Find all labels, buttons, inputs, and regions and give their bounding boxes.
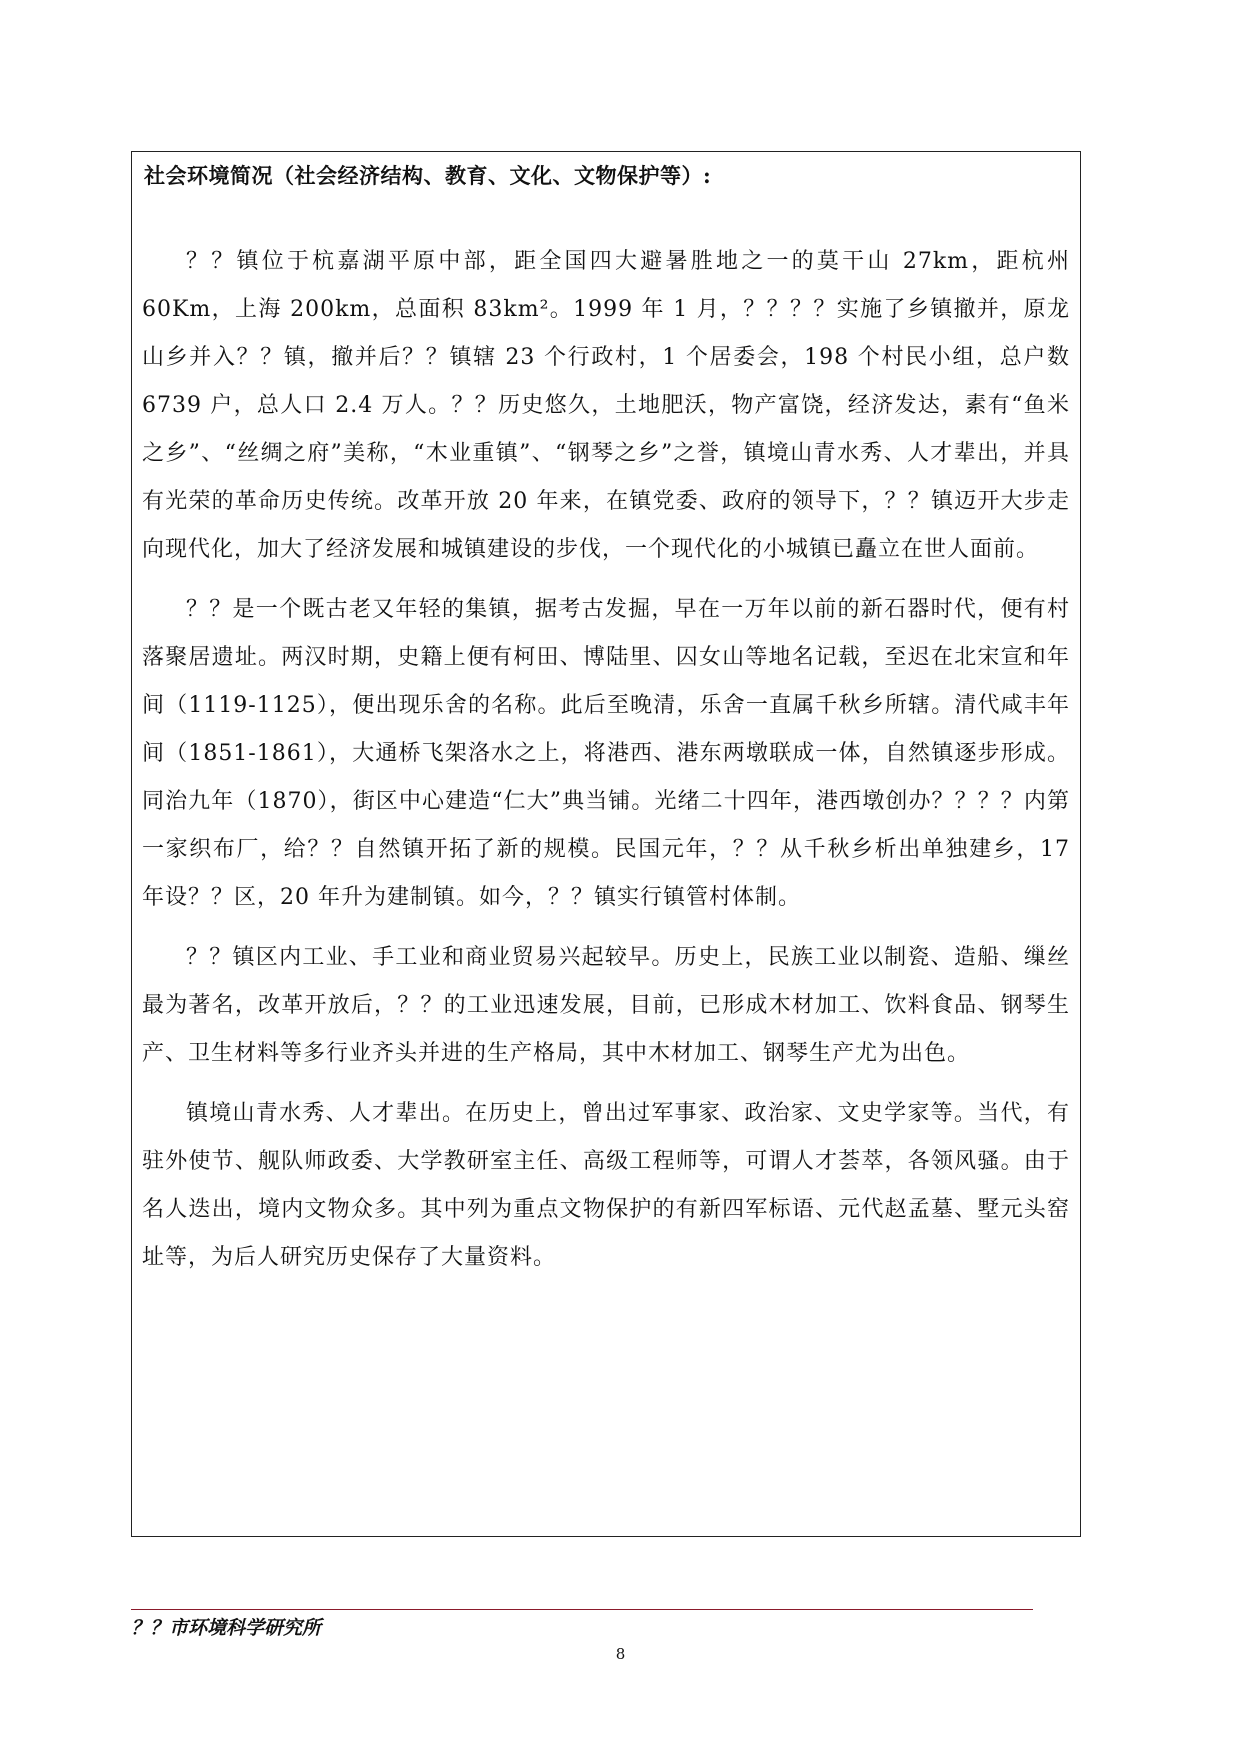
content-box (131, 151, 1081, 1537)
section-heading: 社会环境简况（社会经济结构、教育、文化、文物保护等）: (144, 163, 712, 188)
paragraph-industry: ？？镇区内工业、手工业和商业贸易兴起较早。历史上，民族工业以制瓷、造船、缫丝最为著名，改革开放后，？？的工业迅速发展，目前，已形成木材加工、饮料食品、钢琴生产、卫生材料等多行业齐头并进的生产格局，其中木材加工、钢琴生产尤为出色。 (142, 945, 1070, 1066)
footer-organization: ？？市环境科学研究所 (131, 1617, 322, 1639)
paragraph-history: ？？是一个既古老又年轻的集镇，据考古发掘，早在一万年以前的新石器时代，便有村落聚居遗址。两汉时期，史籍上便有柯田、博陆里、囚女山等地名记载，至迟在北宋宣和年间（1119-1125），便出现乐舍的名称。此后至晚清，乐舍一直属千秋乡所辖。清代咸丰年间（1851-1861），大通桥飞架洛水之上，将港西、港东两墩联成一体，自然镇逐步形成。同治九年（1870），街区中心建造“仁大”典当铺。光绪二十四年，港西墩创办？？？？内第一家织布厂，给？？自然镇开拓了新的规模。民国元年，？？从千秋乡析出单独建乡，17 年设？？区，20 年升为建制镇。如今，？？镇实行镇管村体制。 (142, 597, 1070, 910)
paragraph-overview: ？？镇位于杭嘉湖平原中部，距全国四大避暑胜地之一的莫干山 27km，距杭州 60Km，上海 200km，总面积 83km²。1999 年 1 月，？？？？实施了乡镇撤并，原龙山乡并入？？镇，撤并后？？镇辖 23 个行政村，1 个居委会，198 个村民小组，总户数 6739 户，总人口 2.4 万人。？？历史悠久，土地肥沃，物产富饶，经济发达，素有“鱼米之乡”、“丝绸之府”美称，“木业重镇”、“钢琴之乡”之誉，镇境山青水秀、人才辈出，并具有光荣的革命历史传统。改革开放 20 年来，在镇党委、政府的领导下，？？镇迈开大步走向现代化，加大了经济发展和城镇建设的步伐，一个现代化的小城镇已矗立在世人面前。 (142, 249, 1070, 562)
footer-rule (131, 1609, 1033, 1610)
body-text (142, 238, 1070, 1294)
page-number: 8 (615, 1645, 626, 1663)
paragraph-culture: 镇境山青水秀、人才辈出。在历史上，曾出过军事家、政治家、文史学家等。当代，有驻外使节、舰队师政委、大学教研室主任、高级工程师等，可谓人才荟萃，各领风骚。由于名人迭出，境内文物众多。其中列为重点文物保护的有新四军标语、元代赵孟墓、墅元头窑址等，为后人研究历史保存了大量资料。 (142, 1101, 1070, 1270)
